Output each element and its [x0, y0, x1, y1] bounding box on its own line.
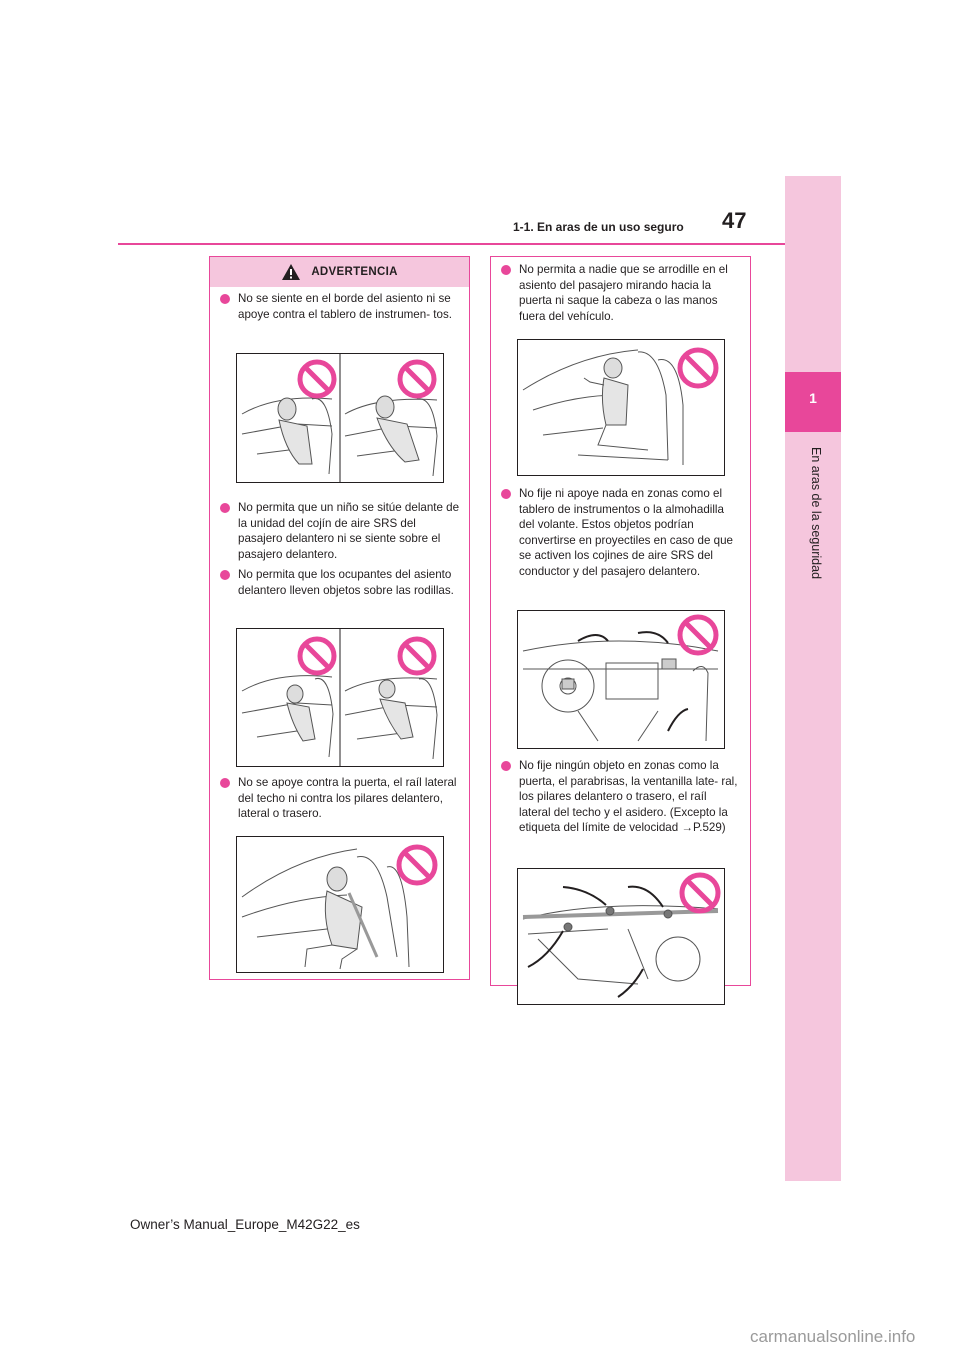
prohibition-icon	[682, 875, 718, 911]
watermark: carmanualsonline.info	[750, 1327, 916, 1346]
warning-item-text: No permita que un niño se sitúe delante de la unidad del cojín de aire SRS del pasajero delantero ni se siente sobre el pasajero delantero.	[238, 501, 460, 561]
warning-item-text: No se siente en el borde del asiento ni se apoye contra el tablero de instrumen- tos.	[238, 292, 452, 321]
bullet-dot-icon	[220, 778, 230, 788]
warning-item-text: No permita que los ocupantes del asiento delantero lleven objetos sobre las rodillas.	[238, 568, 454, 597]
illustration-dashboard-objects	[517, 610, 725, 749]
warning-item	[220, 775, 460, 822]
warning-item	[501, 262, 741, 324]
chapter-number: 1	[809, 390, 817, 406]
warning-triangle-icon	[281, 263, 301, 281]
warning-box-right	[490, 256, 751, 986]
warning-header	[210, 257, 469, 287]
chapter-label: En aras de la seguridad	[809, 447, 823, 580]
illustration-door-pillar-objects	[517, 868, 725, 1005]
prohibition-icon	[400, 639, 434, 673]
warning-item-text: No permita a nadie que se arrodille en el asiento del pasajero mirando hacia la puerta ni saque la cabeza o las manos fuera del vehículo.	[519, 263, 728, 323]
bullet-dot-icon	[501, 489, 511, 499]
bullet-dot-icon	[220, 503, 230, 513]
prohibition-icon	[400, 362, 434, 396]
warning-item-text: No fije ningún objeto en zonas como la puerta, el parabrisas, la ventanilla late- ral, los pilares delantero o trasero, el raíl lateral del techo y el asidero. (Excepto la etiqueta del límite de velocidad →P.529)	[519, 759, 738, 834]
manual-name: Owner’s Manual_Europe_M42G22_es	[130, 1217, 360, 1232]
warning-item	[220, 500, 460, 562]
warning-item	[220, 567, 460, 598]
section-title: 1-1. En aras de un uso seguro	[513, 220, 684, 234]
bullet-dot-icon	[501, 761, 511, 771]
bullet-dot-icon	[501, 265, 511, 275]
warning-item	[220, 291, 460, 322]
illustration-child-airbag	[236, 628, 444, 767]
warning-item	[501, 486, 741, 579]
prohibition-icon	[399, 847, 435, 883]
warning-item	[501, 758, 741, 836]
warning-item-text: No fije ni apoye nada en zonas como el tablero de instrumentos o la almohadilla del volante. Estos objetos podrían convertirse en proyectiles en caso de que se activen los cojines de aire SRS del conductor y del pasajero delantero.	[519, 487, 733, 578]
bullet-dot-icon	[220, 294, 230, 304]
illustration-leaning-door	[236, 836, 444, 973]
illustration-seat-edge	[236, 353, 444, 483]
header-rule	[118, 243, 785, 245]
illustration-kneeling-passenger	[517, 339, 725, 476]
warning-item-text: No se apoye contra la puerta, el raíl lateral del techo ni contra los pilares delantero, lateral o trasero.	[238, 776, 457, 820]
chapter-side-tab	[785, 176, 841, 1181]
prohibition-icon	[300, 639, 334, 673]
warning-title: ADVERTENCIA	[311, 266, 398, 278]
prohibition-icon	[300, 362, 334, 396]
prohibition-icon	[680, 350, 716, 386]
warning-box-left	[209, 256, 470, 980]
bullet-dot-icon	[220, 570, 230, 580]
page-number: 47	[722, 208, 747, 233]
